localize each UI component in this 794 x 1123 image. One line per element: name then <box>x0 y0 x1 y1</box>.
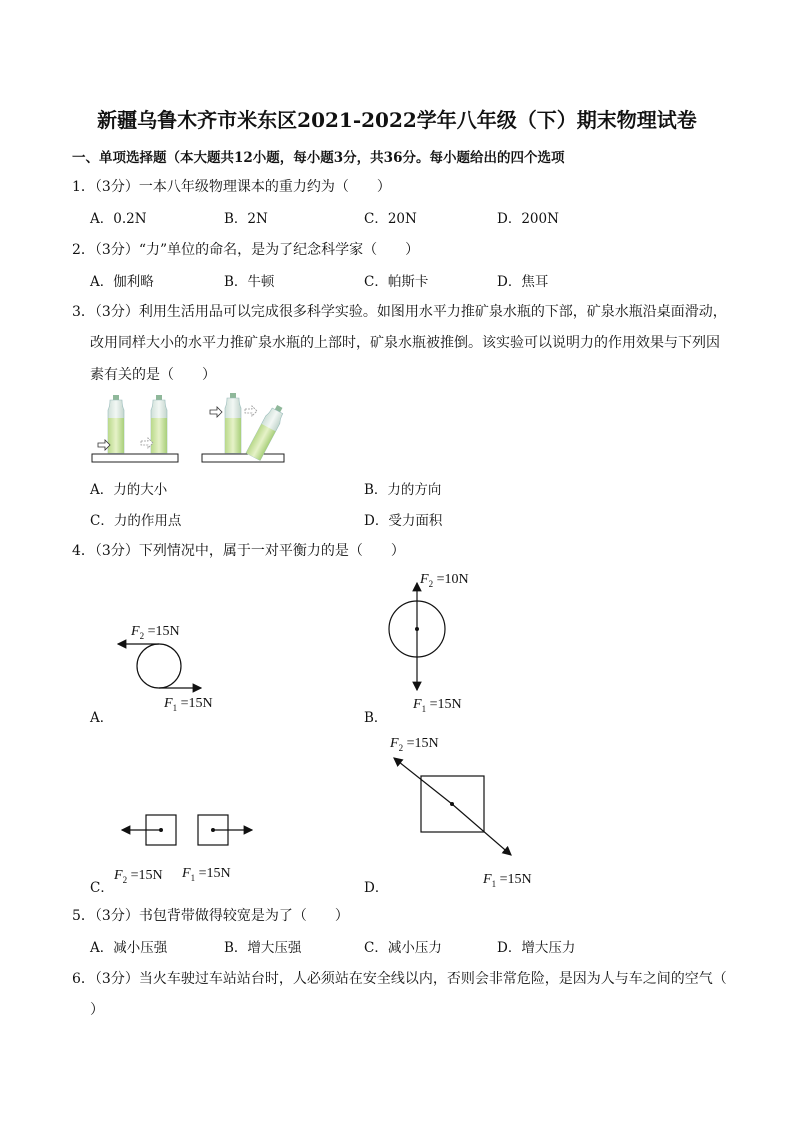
question-1-option-d: D．200N <box>497 211 559 227</box>
question-2-option-d: D．焦耳 <box>497 274 549 290</box>
figure-d-f2-label: $F_2 =15N$ <box>390 736 439 753</box>
question-2-option-a: A．伽利略 <box>90 274 154 290</box>
figure-b-f2-label: $F_2 =10N$ <box>420 572 469 589</box>
page-title: 新疆乌鲁木齐市米东区2021-2022学年八年级（下）期末物理试卷 <box>97 108 697 132</box>
question-1-option-a: A．0.2N <box>90 211 147 227</box>
question-1-option-b: B．2N <box>224 211 268 227</box>
figure-c-f1-label: $F_1 =15N$ <box>182 866 231 883</box>
figure-b-f1-label: $F_1 =15N$ <box>413 697 462 714</box>
question-3-option-b: B．力的方向 <box>364 482 442 498</box>
question-3-stem-line-2: 改用同样大小的水平力推矿泉水瓶的上部时，矿泉水瓶被推倒。该实验可以说明力的作用效果与下列因 <box>90 335 720 351</box>
table-left <box>92 454 178 462</box>
question-5-option-d: D．增大压力 <box>497 940 576 956</box>
question-3-option-a: A．力的大小 <box>90 482 168 498</box>
figure-b <box>380 580 460 695</box>
push-arrow-high <box>210 407 222 417</box>
question-1-stem: 1．（3分）一本八年级物理课本的重力约为（ ） <box>72 179 391 195</box>
figure-d <box>390 752 520 862</box>
figure-a-f1-label: $F_1 =15N$ <box>164 696 213 713</box>
question-5-stem: 5．（3分）书包背带做得较宽是为了（ ） <box>72 908 349 924</box>
figure-d-letter: D． <box>364 880 389 896</box>
bottle-upright-1 <box>108 395 124 453</box>
section-heading: 一、单项选择题（本大题共12小题，每小题3分，共36分。每小题给出的四个选项 <box>72 150 565 166</box>
figure-c-f2-label: $F_2 =15N$ <box>114 868 163 885</box>
figure-b-letter: B． <box>364 710 388 726</box>
force-arrow-f1 <box>452 804 511 855</box>
question-3-option-d: D．受力面积 <box>364 513 443 529</box>
figure-d-f1-label: $F_1 =15N$ <box>483 872 532 889</box>
question-6-stem-line-2: ） <box>90 1002 104 1018</box>
question-2-stem: 2．（3分）“力”单位的命名，是为了纪念科学家（ ） <box>72 242 420 258</box>
question-6-stem-line-1: 6．（3分）当火车驶过车站站台时，人必须站在安全线以内，否则会非常危险，是因为人与车之间的空气（ <box>72 971 727 987</box>
question-2-option-b: B．牛顿 <box>224 274 275 290</box>
table-right <box>202 454 284 462</box>
figure-c <box>118 810 258 852</box>
force-arrow-f2 <box>394 758 452 804</box>
question-3-option-c: C．力的作用点 <box>90 513 182 529</box>
figure-c-letter: C． <box>90 880 114 896</box>
question-5-option-b: B．增大压强 <box>224 940 302 956</box>
question-5-option-a: A．减小压强 <box>90 940 168 956</box>
question-3-stem-line-1: 3．（3分）利用生活用品可以完成很多科学实验。如图用水平力推矿泉水瓶的下部，矿泉水瓶沿桌面滑动， <box>72 304 727 320</box>
question-5-option-c: C．减小压力 <box>364 940 442 956</box>
question-4-stem: 4．（3分）下列情况中，属于一对平衡力的是（ ） <box>72 543 405 559</box>
question-2-option-c: C．帕斯卡 <box>364 274 429 290</box>
figure-a-letter: A． <box>90 710 114 726</box>
bottle-upright-3 <box>225 393 241 453</box>
bottle-upright-2 <box>151 395 167 453</box>
bottle-experiment-figure <box>88 390 288 466</box>
question-3-stem-line-3: 素有关的是（ ） <box>90 367 216 383</box>
ball <box>137 644 181 688</box>
question-1-option-c: C．20N <box>364 211 417 227</box>
figure-a-f2-label: $F_2 =15N$ <box>131 624 180 641</box>
